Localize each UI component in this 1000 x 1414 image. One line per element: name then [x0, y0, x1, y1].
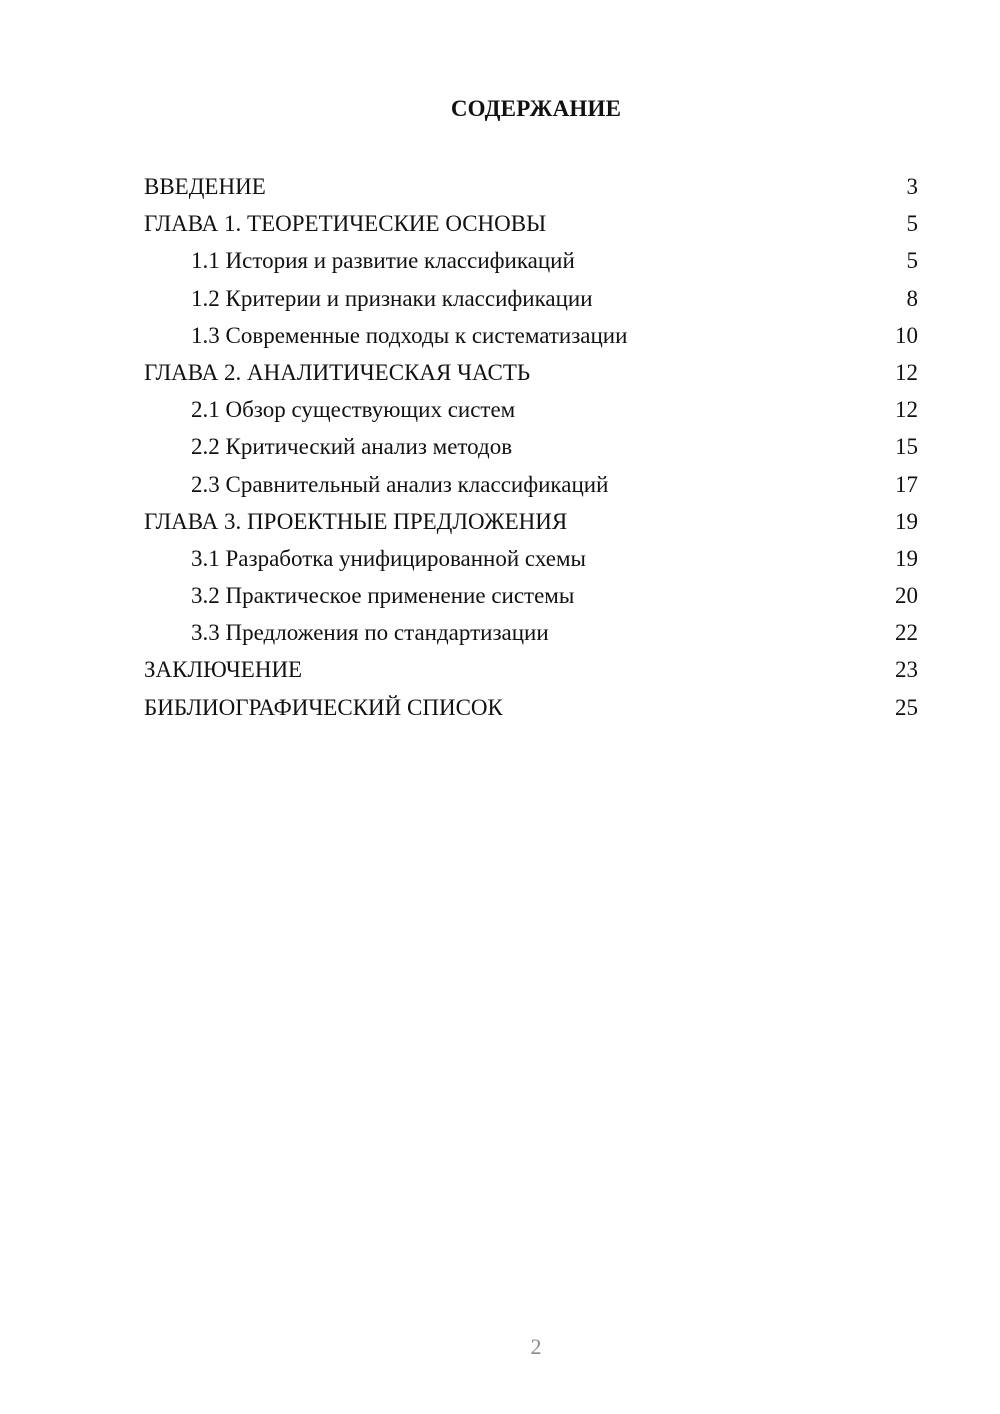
toc-entry-title: 3.2 Практическое применение системы — [191, 583, 575, 609]
toc-entry — [144, 651, 918, 688]
toc-entry-page: 20 — [895, 583, 918, 609]
toc-subentry — [144, 577, 918, 614]
toc-entry-page: 10 — [895, 322, 918, 348]
toc-entry-title: 1.1 История и развитие классификаций — [191, 248, 575, 274]
toc-entry-page: 22 — [895, 620, 918, 646]
toc-entry-title: 2.3 Сравнительный анализ классификаций — [191, 471, 609, 497]
toc-entry-title: ГЛАВА 3. ПРОЕКТНЫЕ ПРЕДЛОЖЕНИЯ — [144, 508, 568, 534]
toc-entry-page: 3 — [906, 174, 918, 199]
toc-subentry — [144, 428, 918, 465]
toc-entry-page: 23 — [895, 657, 918, 683]
page-number: 2 — [530, 1334, 542, 1359]
toc-entry-page: 5 — [906, 211, 918, 237]
toc-entry-title: 3.1 Разработка унифицированной схемы — [191, 545, 586, 571]
toc-entry — [144, 689, 918, 726]
toc-subentry — [144, 280, 918, 317]
toc-entry-page: 12 — [895, 397, 918, 423]
toc-entry — [144, 168, 918, 205]
toc-subentry — [144, 466, 918, 503]
toc-entry-title: 2.1 Обзор существующих систем — [191, 397, 516, 423]
page-title: СОДЕРЖАНИЕ — [450, 96, 622, 121]
toc-entry-title: 1.2 Критерии и признаки классификации — [191, 285, 593, 311]
toc-entry-title: ВВЕДЕНИЕ — [144, 174, 266, 199]
toc-entry-title: БИБЛИОГРАФИЧЕСКИЙ СПИСОК — [144, 694, 503, 720]
table-of-contents — [144, 168, 918, 726]
toc-entry — [144, 354, 918, 391]
toc-subentry — [144, 540, 918, 577]
toc-subentry — [144, 391, 918, 428]
toc-subentry — [144, 242, 918, 279]
toc-entry-page: 8 — [906, 285, 918, 311]
toc-entry-title: 3.3 Предложения по стандартизации — [191, 620, 549, 646]
toc-entry-title: 1.3 Современные подходы к систематизации — [191, 322, 628, 348]
toc-entry-page: 17 — [895, 471, 918, 497]
toc-entry-page: 19 — [895, 545, 918, 571]
toc-entry-title: ГЛАВА 2. АНАЛИТИЧЕСКАЯ ЧАСТЬ — [144, 359, 531, 385]
toc-subentry — [144, 614, 918, 651]
toc-entry-title: 2.2 Критический анализ методов — [191, 434, 513, 460]
toc-entry-page: 25 — [895, 694, 918, 720]
toc-entry-title: ГЛАВА 1. ТЕОРЕТИЧЕСКИЕ ОСНОВЫ — [144, 211, 547, 237]
toc-entry-page: 12 — [895, 359, 918, 385]
toc-entry-page: 5 — [906, 248, 918, 274]
toc-entry — [144, 205, 918, 242]
toc-entry — [144, 503, 918, 540]
toc-entry-title: ЗАКЛЮЧЕНИЕ — [144, 657, 303, 683]
toc-entry-page: 19 — [895, 508, 918, 534]
toc-subentry — [144, 317, 918, 354]
toc-entry-page: 15 — [895, 434, 918, 460]
